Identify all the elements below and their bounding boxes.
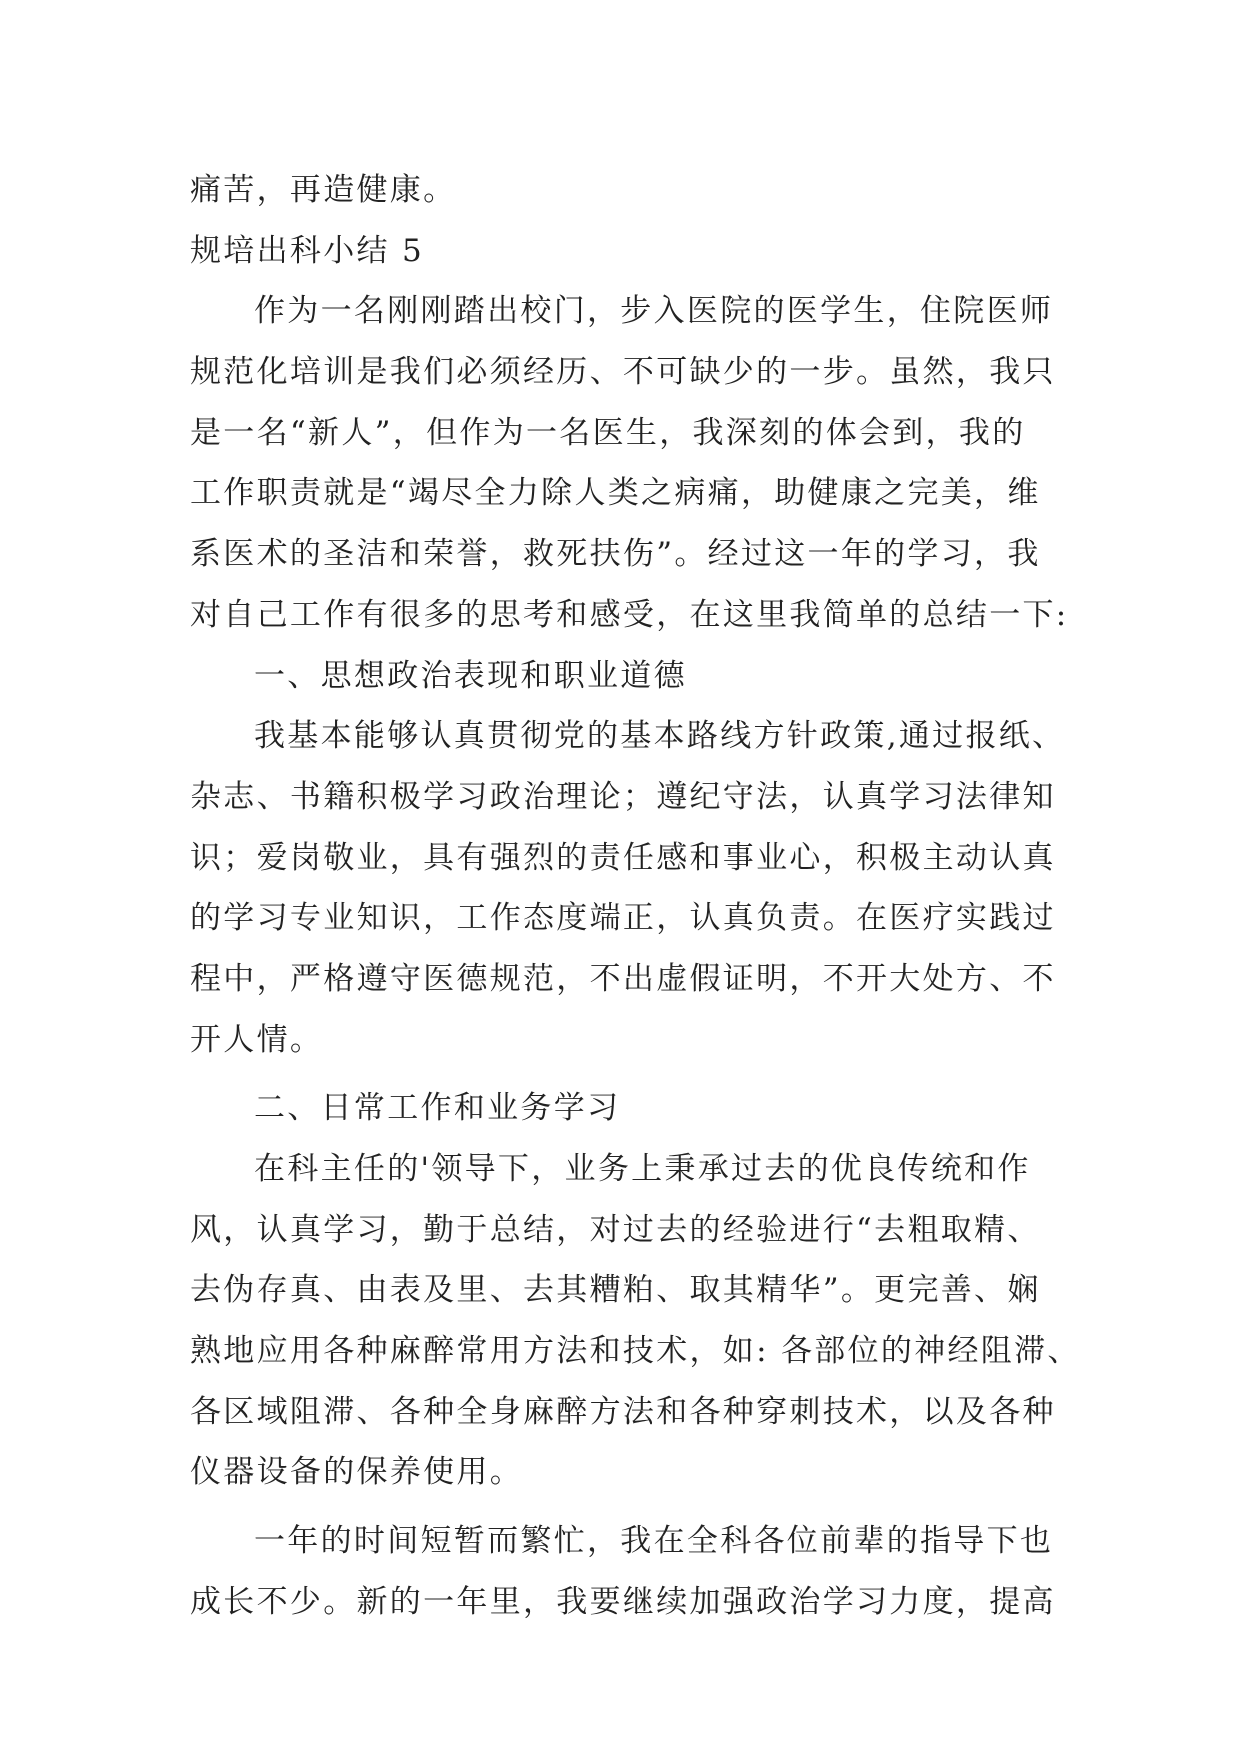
document-body [190,160,1081,1633]
paragraph-line: 的学习专业知识，工作态度端正，认真负责。在医疗实践过 [190,900,1056,937]
section-heading: 规培出科小结 5 [190,232,424,269]
paragraph-line: 一年的时间短暂而繁忙，我在全科各位前辈的指导下也 [254,1523,1054,1560]
paragraph-line: 风，认真学习，勤于总结，对过去的经验进行“去粗取精、 [190,1211,1041,1248]
paragraph-line: 是一名“新人”，但作为一名医生，我深刻的体会到，我的 [190,414,1026,451]
paragraph-line: 成长不少。新的一年里，我要继续加强政治学习力度，提高 [190,1583,1056,1620]
paragraph-line: 杂志、书籍积极学习政治理论；遵纪守法，认真学习法律知 [190,778,1056,815]
paragraph-line: 仪器设备的保养使用。 [190,1454,523,1491]
paragraph-line: 开人情。 [190,1021,324,1058]
subheading: 二、日常工作和业务学习 [254,1090,621,1127]
paragraph-line: 我基本能够认真贯彻党的基本路线方针政策,通过报纸、 [254,718,1066,755]
paragraph-line: 规范化培训是我们必须经历、不可缺少的一步。虽然，我只 [190,354,1056,391]
text-line: 痛苦，再造健康。 [190,172,457,208]
paragraph-line: 熟地应用各种麻醉常用方法和技术，如: 各部位的神经阻滞、 [190,1333,1081,1370]
paragraph-line: 对自己工作有很多的思考和感受，在这里我简单的总结一下: [190,596,1069,633]
paragraph-line: 工作职责就是“竭尽全力除人类之病痛，助健康之完美，维 [190,475,1041,512]
paragraph-line: 去伪存真、由表及里、去其糟粕、取其精华”。更完善、娴 [190,1272,1041,1309]
paragraph-line: 各区域阻滞、各种全身麻醉方法和各种穿刺技术，以及各种 [190,1393,1056,1430]
paragraph-line: 系医术的圣洁和荣誉，救死扶伤”。经过这一年的学习，我 [190,536,1041,573]
paragraph-line: 程中，严格遵守医德规范，不出虚假证明，不开大处方、不 [190,960,1056,997]
paragraph-line: 作为一名刚刚踏出校门，步入医院的医学生，住院医师 [254,293,1054,330]
subheading: 一、思想政治表现和职业道德 [254,657,687,694]
paragraph-line: 在科主任的'领导下，业务上秉承过去的优良传统和作 [254,1151,1031,1187]
paragraph-line: 识；爱岗敬业，具有强烈的责任感和事业心，积极主动认真 [190,839,1056,876]
